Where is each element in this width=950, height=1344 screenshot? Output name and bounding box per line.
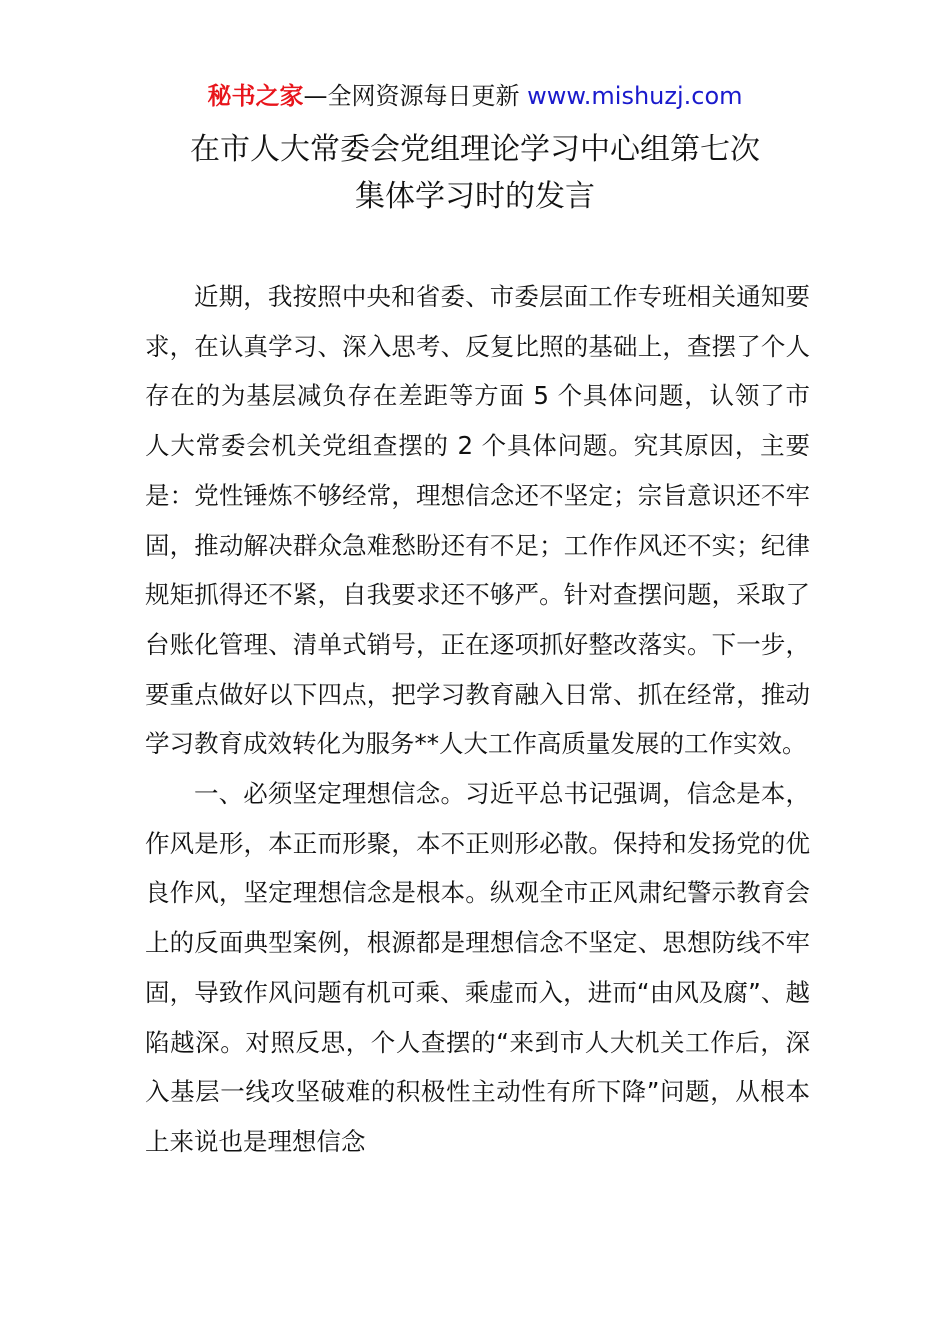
document-title-line-1: 在市人大常委会党组理论学习中心组第七次 — [190, 132, 760, 167]
paragraph-section-1: 一、必须坚定理想信念。习近平总书记强调，信念是本，作风是形，本正而形聚，本不正则形必散。保持和发扬党的优良作风，坚定理想信念是根本。纵观全市正风肃纪警示教育会上的反面典型案例，根源都是理想信念不坚定、思想防线不牢固，导致作风问题有机可乘、乘虚而入，进而“由风及腐”、越陷越深。对照反思，个人查摆的“来到市人大机关工作后，深入基层一线攻坚破难的积极性主动性有所下降”问题，从根本上来说也是理想信念 — [145, 779, 810, 1156]
document-title-line-2: 集体学习时的发言 — [355, 179, 595, 214]
paragraph-intro: 近期，我按照中央和省委、市委层面工作专班相关通知要求，在认真学习、深入思考、反复比照的基础上，查摆了个人存在的为基层减负存在差距等方面 5 个具体问题，认领了市人大常委会机关党组查摆的 2 个具体问题。究其原因，主要是：党性锤炼不够经常，理想信念还不坚定；宗旨意识还不牢固，推动解决群众急难愁盼还有不足；工作作风还不实；纪律规矩抓得还不紧，自我要求还不够严。针对查摆问题，采取了台账化管理、清单式销号，正在逐项抓好整改落实。下一步，要重点做好以下四点，把学习教育融入日常、抓在经常，推动学习教育成效转化为服务**人大工作高质量发展的工作实效。 — [145, 282, 810, 759]
brand-name: 秘书之家 — [207, 82, 304, 110]
header-slogan: —全网资源每日更新 — [303, 82, 520, 110]
site-url-link[interactable]: www.mishuzj.com — [527, 82, 743, 110]
site-header — [0, 80, 950, 112]
document-body — [145, 272, 810, 1167]
document-title — [0, 126, 950, 220]
